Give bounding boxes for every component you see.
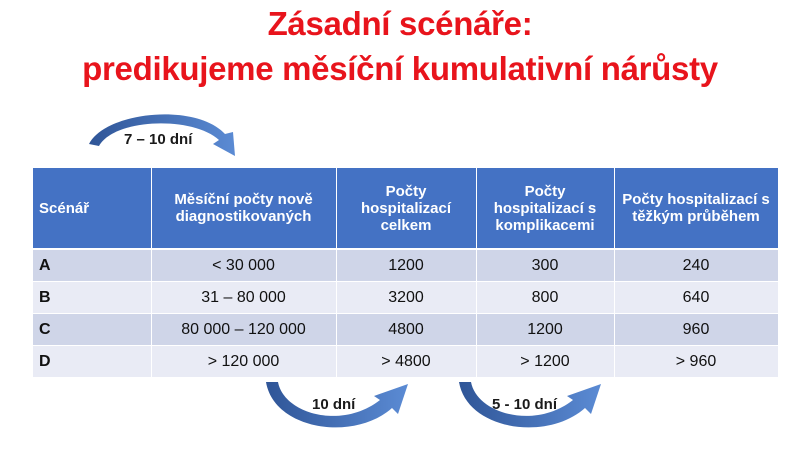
cell-total: > 4800	[336, 346, 476, 378]
cell-diagnosed: < 30 000	[151, 249, 336, 282]
cell-severe: 240	[614, 249, 778, 282]
scenario-table	[33, 168, 779, 378]
header-hospitalizations-complications: Počty hospitalizací s komplikacemi	[476, 168, 614, 249]
header-hospitalizations-total: Počty hospitalizací celkem	[336, 168, 476, 249]
cell-total: 1200	[336, 249, 476, 282]
cell-scenario: B	[33, 282, 151, 314]
cell-severe: > 960	[614, 346, 778, 378]
table-row	[33, 314, 778, 346]
cell-diagnosed: > 120 000	[151, 346, 336, 378]
header-hospitalizations-severe: Počty hospitalizací s těžkým průběhem	[614, 168, 778, 249]
arrow-label-bottom-right: 5 - 10 dní	[492, 396, 558, 413]
cell-severe: 960	[614, 314, 778, 346]
table-row	[33, 282, 778, 314]
cell-severe: 640	[614, 282, 778, 314]
cell-scenario: C	[33, 314, 151, 346]
table-header-row	[33, 168, 778, 249]
arrow-label-bottom-center: 10 dní	[312, 396, 356, 413]
cell-diagnosed: 31 – 80 000	[151, 282, 336, 314]
cell-scenario: A	[33, 249, 151, 282]
arrow-label-top: 7 – 10 dní	[124, 131, 193, 148]
cell-complications: > 1200	[476, 346, 614, 378]
table-row	[33, 346, 778, 378]
cell-scenario: D	[33, 346, 151, 378]
header-scenario: Scénář	[33, 168, 151, 249]
header-monthly-diagnosed: Měsíční počty nově diagnostikovaných	[151, 168, 336, 249]
cell-diagnosed: 80 000 – 120 000	[151, 314, 336, 346]
cell-complications: 1200	[476, 314, 614, 346]
table-row	[33, 249, 778, 282]
slide-title-line1: Zásadní scénáře:	[267, 5, 533, 42]
slide-title-line2: predikujeme měsíční kumulativní nárůsty	[82, 50, 718, 87]
cell-total: 4800	[336, 314, 476, 346]
cell-total: 3200	[336, 282, 476, 314]
cell-complications: 300	[476, 249, 614, 282]
cell-complications: 800	[476, 282, 614, 314]
